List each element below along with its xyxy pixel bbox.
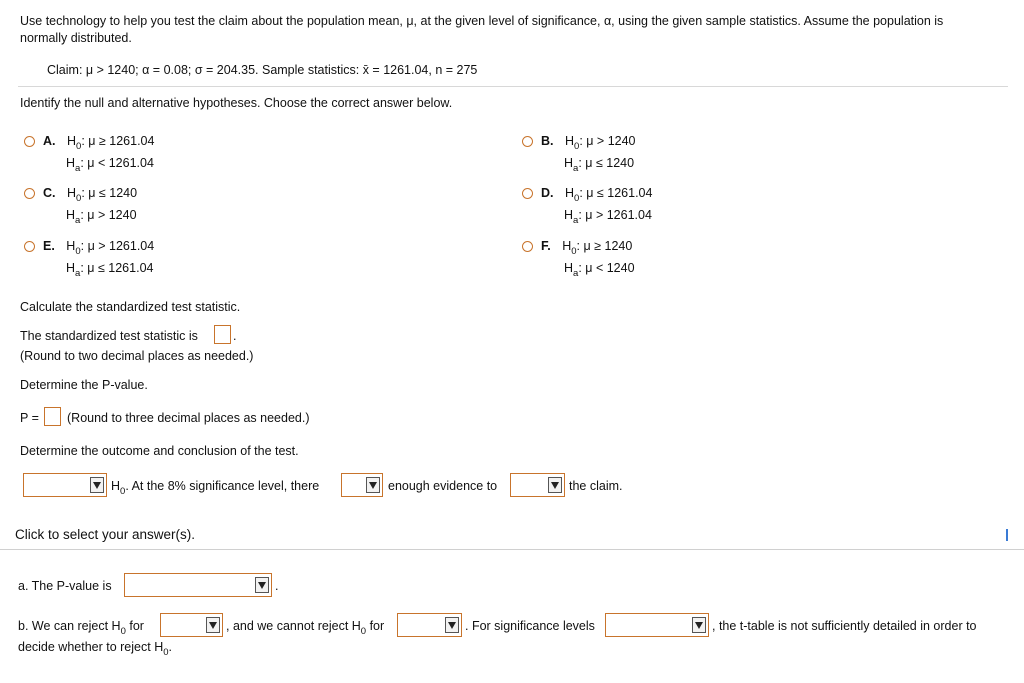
option-b[interactable] <box>541 134 636 152</box>
the-claim-text: the claim. <box>569 479 623 493</box>
h-symbol: H <box>564 261 574 275</box>
h0-subscript: 0 <box>163 647 169 658</box>
option-e-h0: : μ > 1261.04 <box>80 239 155 253</box>
claim-action-dropdown[interactable] <box>510 473 565 497</box>
scroll-indicator <box>1006 529 1008 541</box>
h0-subscript: 0 <box>75 246 81 257</box>
h0-subscript: 0 <box>76 141 82 152</box>
question-conclusion: Determine the outcome and conclusion of the test. <box>20 444 299 458</box>
option-letter: D. <box>541 186 554 200</box>
ha-subscript: a <box>573 268 579 279</box>
h0-subscript: 0 <box>571 246 577 257</box>
h-symbol: H <box>66 156 76 170</box>
claim-text: Claim: μ > 1240; α = 0.08; σ = 204.35. Sample statistics: x̄ = 1261.04, n = 275 <box>47 63 478 77</box>
option-letter: C. <box>43 186 56 200</box>
period: . <box>233 329 237 343</box>
radio-option-c[interactable] <box>24 188 35 199</box>
period: . <box>168 640 172 654</box>
ha-subscript: a <box>573 163 579 174</box>
h-symbol: H <box>564 186 575 200</box>
h0-subscript: 0 <box>574 141 580 152</box>
option-letter: E. <box>43 239 55 253</box>
option-letter: B. <box>541 134 554 148</box>
ha-subscript: a <box>573 215 579 226</box>
ha-subscript: a <box>75 268 81 279</box>
h0-subscript: 0 <box>120 626 126 637</box>
option-a[interactable] <box>43 134 155 152</box>
chevron-down-icon[interactable] <box>206 617 220 633</box>
option-e[interactable] <box>43 239 155 257</box>
significance-levels-dropdown[interactable] <box>605 613 709 637</box>
chevron-down-icon[interactable] <box>90 477 104 493</box>
test-statistic-rounding-note: (Round to two decimal places as needed.) <box>20 349 254 363</box>
option-f-ha: : μ < 1240 <box>578 261 635 275</box>
test-statistic-input[interactable] <box>214 325 231 344</box>
conclusion-mid-text: . At the 8% significance level, there <box>125 479 320 493</box>
h-symbol: H <box>66 239 76 253</box>
chevron-down-icon[interactable] <box>548 477 562 493</box>
radio-option-d[interactable] <box>522 188 533 199</box>
cannot-reject-levels-dropdown[interactable] <box>397 613 462 637</box>
option-letter: A. <box>43 134 56 148</box>
cannot-reject-text: , and we cannot reject H <box>226 619 361 633</box>
option-c[interactable] <box>43 186 138 204</box>
test-statistic-label: The standardized test statistic is <box>20 329 198 343</box>
h-symbol: H <box>111 479 121 493</box>
h-symbol: H <box>564 134 575 148</box>
option-f-h0: : μ ≥ 1240 <box>576 239 633 253</box>
intro-line-1: Use technology to help you test the claim about the population mean, μ, at the given level of significance, α, using the given sample statistics. Assume the population is <box>20 14 944 28</box>
radio-option-b[interactable] <box>522 136 533 147</box>
option-c-ha-line <box>66 208 137 226</box>
option-e-ha: : μ ≤ 1261.04 <box>80 261 154 275</box>
option-b-h0: : μ > 1240 <box>579 134 636 148</box>
option-f[interactable] <box>541 239 633 257</box>
h-symbol: H <box>564 208 574 222</box>
t-table-note: , the t-table is not sufficiently detailed in order to <box>712 619 977 633</box>
option-d-ha-line <box>564 208 652 226</box>
section-divider <box>0 549 1024 550</box>
enough-evidence-text: enough evidence to <box>388 479 498 493</box>
h-symbol: H <box>66 261 76 275</box>
h-symbol: H <box>66 208 76 222</box>
part-b-label: b. We can reject H <box>18 619 121 633</box>
option-f-ha-line <box>564 261 635 279</box>
chevron-down-icon[interactable] <box>366 477 380 493</box>
p-value-rounding-note: (Round to three decimal places as needed.) <box>67 411 310 425</box>
question-test-statistic: Calculate the standardized test statistic. <box>20 300 241 314</box>
radio-option-a[interactable] <box>24 136 35 147</box>
chevron-down-icon[interactable] <box>445 617 459 633</box>
radio-option-e[interactable] <box>24 241 35 252</box>
significance-levels-text: . For significance levels <box>465 619 595 633</box>
divider <box>18 86 1008 87</box>
option-a-h0: : μ ≥ 1261.04 <box>81 134 155 148</box>
h0-subscript: 0 <box>574 193 580 204</box>
part-b-start <box>18 619 144 637</box>
part-a-label: a. The P-value is <box>18 579 112 593</box>
intro-line-2: normally distributed. <box>20 31 132 45</box>
p-value-label: P = <box>20 411 39 425</box>
chevron-down-icon[interactable] <box>692 617 706 633</box>
h-symbol: H <box>66 186 77 200</box>
ha-subscript: a <box>75 163 81 174</box>
conclusion-sentence-1 <box>111 479 320 497</box>
ha-subscript: a <box>75 215 81 226</box>
option-a-ha-line <box>66 156 154 174</box>
radio-option-f[interactable] <box>522 241 533 252</box>
part-a-p-value-dropdown[interactable] <box>124 573 272 597</box>
for-text: for <box>366 619 385 633</box>
help-text: Click to select your answer(s). <box>15 527 196 542</box>
option-b-ha: : μ ≤ 1240 <box>578 156 635 170</box>
h-symbol: H <box>66 134 77 148</box>
decide-text: decide whether to reject H <box>18 640 164 654</box>
h-symbol: H <box>562 239 572 253</box>
option-d[interactable] <box>541 186 653 204</box>
for-text: for <box>125 619 144 633</box>
option-c-h0: : μ ≤ 1240 <box>81 186 138 200</box>
option-d-ha: : μ > 1261.04 <box>578 208 652 222</box>
chevron-down-icon[interactable] <box>255 577 269 593</box>
h0-subscript: 0 <box>76 193 82 204</box>
period: . <box>275 579 279 593</box>
option-e-ha-line <box>66 261 154 279</box>
option-b-ha-line <box>564 156 635 174</box>
option-a-ha: : μ < 1261.04 <box>80 156 154 170</box>
h0-subscript: 0 <box>120 486 126 497</box>
decision-dropdown[interactable] <box>23 473 107 497</box>
h-symbol: H <box>564 156 574 170</box>
p-value-input[interactable] <box>44 407 61 426</box>
option-d-h0: : μ ≤ 1261.04 <box>579 186 653 200</box>
option-letter: F. <box>541 239 551 253</box>
option-c-ha: : μ > 1240 <box>80 208 137 222</box>
h0-subscript: 0 <box>360 626 367 637</box>
question-p-value: Determine the P-value. <box>20 378 148 392</box>
evidence-dropdown[interactable] <box>341 473 383 497</box>
part-b-mid <box>226 619 385 637</box>
question-hypotheses: Identify the null and alternative hypotheses. Choose the correct answer below. <box>20 96 453 110</box>
reject-levels-dropdown[interactable] <box>160 613 223 637</box>
part-b-line-2 <box>18 640 172 658</box>
